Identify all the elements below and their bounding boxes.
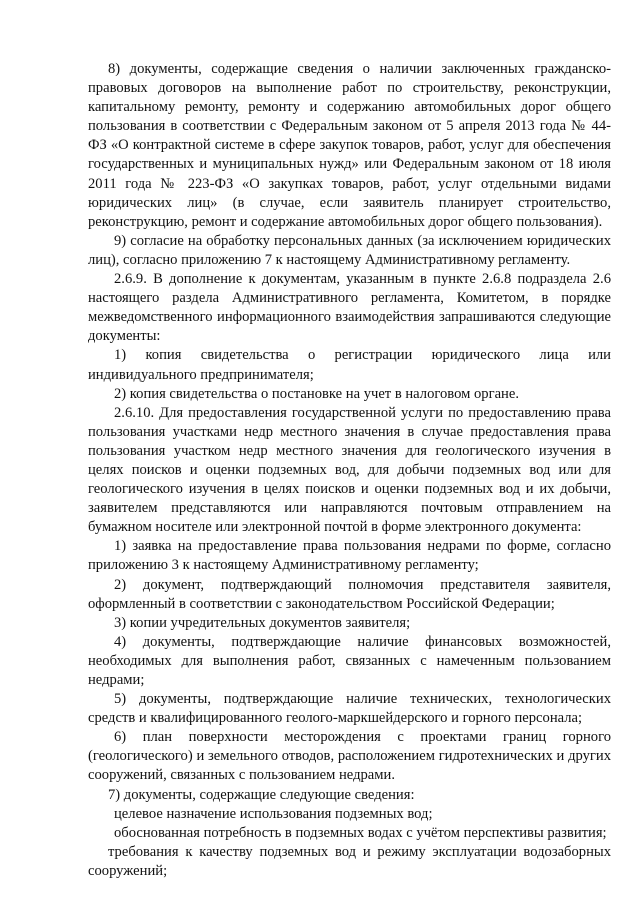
paragraph-2-6-10-item-3: 3) копии учредительных документов заявителя; [114,614,411,631]
paragraph-item-8-documents: 8) документы, содержащие сведения о наличии заключенных гражданско-правовых договоров на выполнение работ по строительству, реконструкции, капитальному ремонту, ремонту и содержанию автомобильных дорог общего пользования в соответствии с Федеральным законом от 5 апреля 2013 года № 44-ФЗ «О контрактной системе в сфере закупок товаров, работ, услуг для обеспечения государственных и муниципальных нужд» или Федеральным законом от 18 июля 2011 года № 223-ФЗ «О закупках товаров, работ, услуг отдельными видами юридических лиц» (в случае, если заявитель планирует строительство, реконструкцию, ремонт и содержание автомобильных дорог общего пользования). [88,61,611,230]
paragraph-item-7-demand: обоснованная потребность в подземных водах с учётом перспективы развития; [114,824,607,841]
paragraph-2-6-10: 2.6.10. Для предоставления государственной услуги по предоставлению права пользования участками недр местного значения в случае предоставления права пользования участком недр местного значения для геологического изучения в целях поисков и оценки подземных вод, для добычи подземных вод или для геологического изучения в целях поисков и оценки подземных вод и их добычи, заявителем представляются или направляются почтовым отправлением на бумажном носителе или электронной почтой в форме электронного документа: [88,404,611,536]
paragraph-item-7-quality: требования к качеству подземных вод и режиму эксплуатации водозаборных сооружений; [88,843,611,879]
paragraph-2-6-10-item-2: 2) документ, подтверждающий полномочия представителя заявителя, оформленный в соответствии с законодательством Российской Федерации; [88,576,611,612]
paragraph-2-6-10-item-4: 4) документы, подтверждающие наличие финансовых возможностей, необходимых для выполнения работ, связанных с намеченным пользованием недрами; [88,633,611,688]
document-page [88,60,611,881]
paragraph-2-6-10-item-1: 1) заявка на предоставление права пользования недрами по форме, согласно приложению 3 к настоящему Административному регламенту; [88,538,611,574]
paragraph-item-7-purpose: целевое назначение использования подземных вод; [114,805,433,822]
paragraph-2-6-10-item-7: 7) документы, содержащие следующие сведения: [108,786,415,803]
paragraph-2-6-10-item-6: 6) план поверхности месторождения с проектами границ горного (геологического) и земельного отводов, расположением гидротехнических и других сооружений, связанных с пользованием недрами. [88,729,611,784]
paragraph-item-9-consent: 9) согласие на обработку персональных данных (за исключением юридических лиц), согласно приложению 7 к настоящему Административному регламенту. [88,232,611,268]
paragraph-2-6-9-item-2: 2) копия свидетельства о постановке на учет в налоговом органе. [114,385,519,402]
paragraph-2-6-10-item-5: 5) документы, подтверждающие наличие технических, технологических средств и квалифицированного геолого-маркшейдерского и горного персонала; [88,691,611,727]
paragraph-2-6-9: 2.6.9. В дополнение к документам, указанным в пункте 2.6.8 подраздела 2.6 настоящего раздела Административного регламента, Комитетом, в порядке межведомственного информационного взаимодействия запрашиваются следующие документы: [88,271,611,345]
paragraph-2-6-9-item-1: 1) копия свидетельства о регистрации юридического лица или индивидуального предпринимателя; [88,347,611,383]
